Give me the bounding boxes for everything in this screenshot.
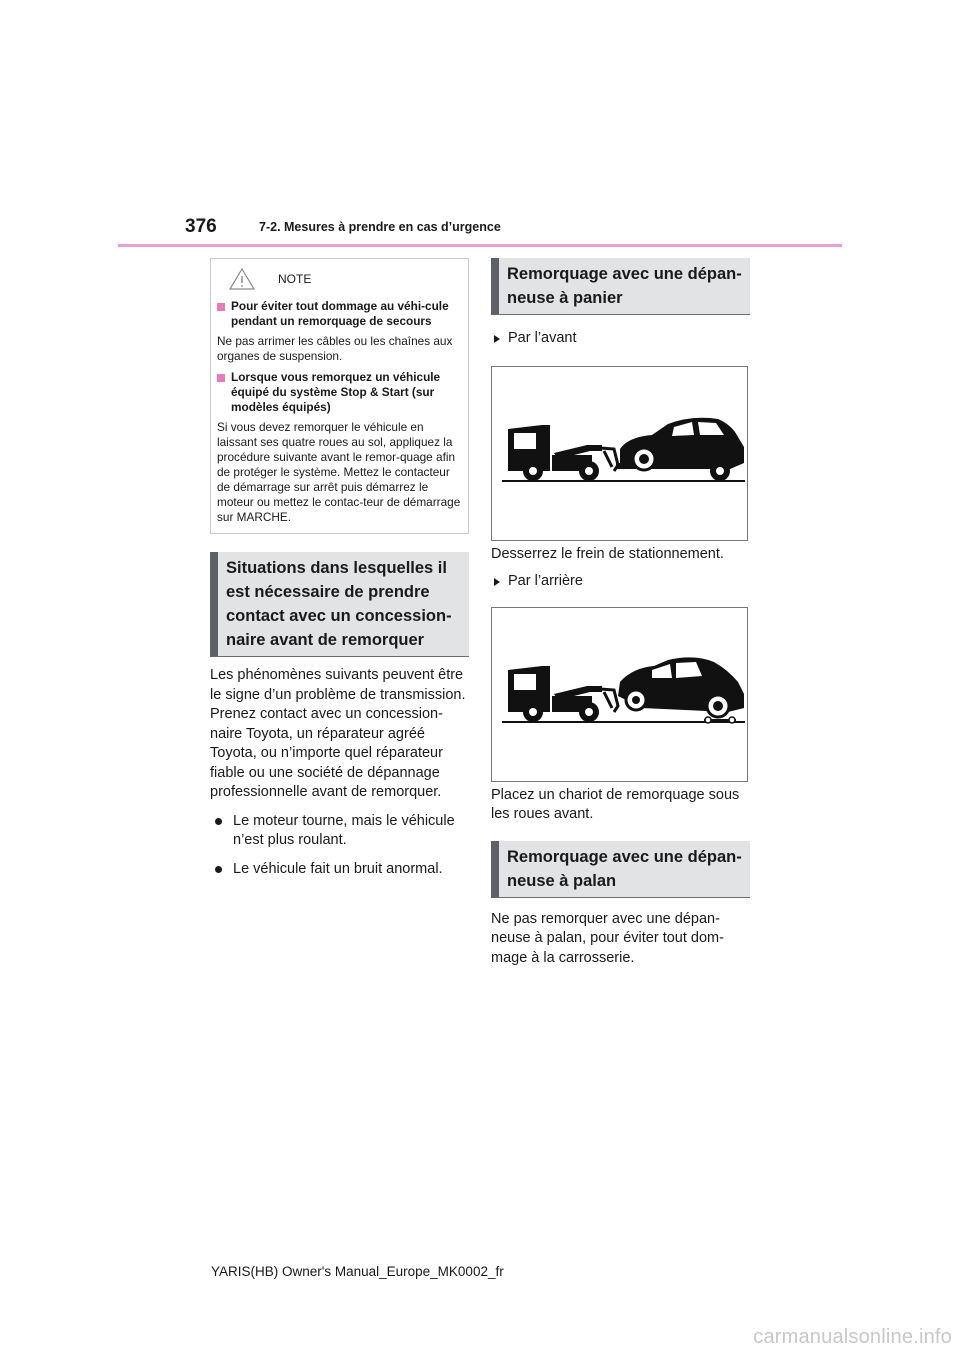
panier-heading: Remorquage avec une dépan-neuse à panier: [491, 258, 750, 315]
tow-rear-illustration: [491, 607, 748, 782]
bullet-dot-icon: [215, 818, 222, 825]
warning-icon: [229, 268, 255, 290]
bullet-item: [210, 860, 469, 880]
palan-body: Ne pas remorquer avec une dépan-neuse à palan, pour éviter tout dom-mage à la carrosserie.: [491, 910, 724, 966]
bullet-item: [210, 812, 469, 851]
square-bullet-icon: [217, 303, 225, 311]
note-item-text: Ne pas arrimer les câbles ou les chaînes aux organes de suspension.: [217, 334, 453, 363]
front-label-item: [491, 329, 750, 349]
front-label: Par l’avant: [508, 330, 577, 346]
note-item-title: Lorsque vous remorquez un véhicule équipé du système Stop & Start (sur modèles équipés): [231, 370, 441, 414]
bullet-text: Le véhicule fait un bruit anormal.: [233, 860, 443, 877]
tow-truck-rear-icon: [492, 608, 747, 781]
page-number: 376: [185, 216, 217, 237]
rear-label: Par l’arrière: [508, 573, 583, 589]
header-divider: [118, 244, 842, 247]
note-header: [229, 265, 462, 293]
note-item: [217, 370, 462, 525]
watermark: carmanualsonline.info: [753, 1326, 952, 1348]
situations-body: Les phénomènes suivants peuvent être le signe d’un problème de transmission. Prenez contact avec un concession-naire Toyota, un réparateur agréé Toyota, ou n’importe quel réparateur fiable ou une société de dépannage professionnelle avant de remorquer.: [210, 667, 466, 800]
square-bullet-icon: [217, 374, 225, 382]
bullet-text: Le moteur tourne, mais le véhicule n’est plus roulant.: [233, 812, 455, 848]
note-item: [217, 299, 462, 364]
front-instruction: Desserrez le frein de stationnement.: [491, 545, 724, 562]
arrow-bullet-icon: [494, 335, 500, 343]
rear-label-item: [491, 572, 750, 592]
palan-heading: Remorquage avec une dépan-neuse à palan: [491, 841, 750, 898]
note-item-title: Pour éviter tout dommage au véhi-cule pendant un remorquage de secours: [231, 299, 449, 328]
section-title: 7-2. Mesures à prendre en cas d’urgence: [259, 220, 501, 234]
arrow-bullet-icon: [494, 578, 500, 586]
right-column: [491, 258, 750, 968]
tow-front-illustration: [491, 366, 748, 541]
note-box: [210, 258, 469, 534]
tow-truck-front-icon: [492, 367, 747, 540]
note-label: NOTE: [278, 271, 312, 286]
situations-heading: Situations dans lesquelles il est nécessaire de prendre contact avec un concession-naire avant de remorquer: [210, 552, 469, 657]
note-item-text: Si vous devez remorquer le véhicule en laissant ses quatre roues au sol, appliquez la procédure suivante avant le remor-quage afin de protéger le système. Mettez le contacteur de démarrage sur arrêt puis démarrez le moteur ou mettez le contac-teur de démarrage sur MARCHE.: [217, 420, 461, 524]
footer-manual-id: YARIS(HB) Owner's Manual_Europe_MK0002_fr: [211, 1264, 504, 1279]
left-column: [210, 258, 469, 879]
bullet-dot-icon: [215, 866, 222, 873]
rear-instruction: Placez un chariot de remorquage sous les roues avant.: [491, 786, 740, 822]
